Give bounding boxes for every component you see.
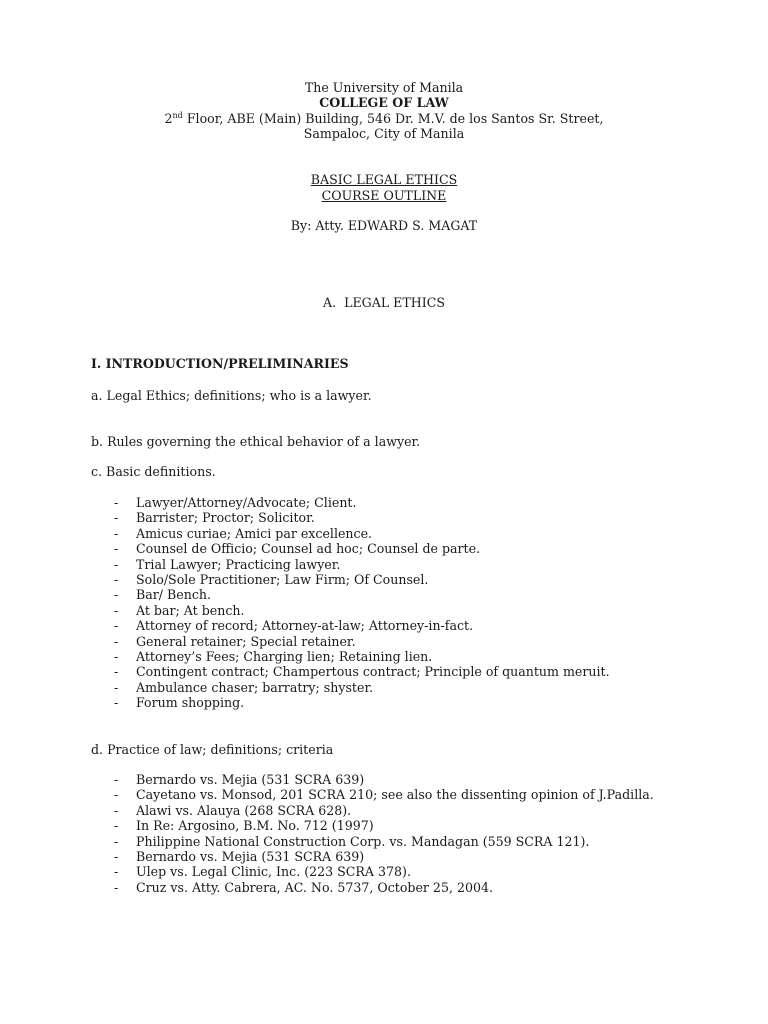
part-heading: A. LEGAL ETHICS [323, 295, 445, 310]
list-item: - Solo/Sole Practitioner; Law Firm; Of Counsel. [114, 572, 698, 587]
university-name: The University of Manila [304, 80, 464, 95]
address-line-2: Sampaloc, City of Manila [303, 126, 465, 141]
address-rest: Floor, ABE (Main) Building, 546 Dr. M.V. de los Santos Sr. Street, [182, 111, 604, 126]
course-subtitle-text: COURSE OUTLINE [321, 188, 447, 203]
list-item: - Lawyer/Attorney/Advocate; Client. [114, 495, 698, 510]
course-author: By: Atty. EDWARD S. MAGAT [290, 218, 478, 233]
list-item: - Attorney’s Fees; Charging lien; Retaining lien. [114, 649, 698, 664]
item-d: d. Practice of law; definitions; criteria [91, 742, 334, 757]
course-title [0, 172, 768, 187]
cases-list [114, 772, 698, 895]
list-item: - Forum shopping. [114, 695, 698, 710]
list-item: - Barrister; Proctor; Solicitor. [114, 510, 698, 525]
list-item: - Attorney of record; Attorney-at-law; Attorney-in-fact. [114, 618, 698, 633]
list-item: - Cruz vs. Atty. Cabrera, AC. No. 5737, October 25, 2004. [114, 880, 698, 895]
list-item: - Cayetano vs. Monsod, 201 SCRA 210; see also the dissenting opinion of J.Padilla. [114, 787, 698, 802]
address-line-1 [0, 111, 768, 126]
item-a: a. Legal Ethics; definitions; who is a lawyer. [91, 388, 372, 403]
list-item: - Alawi vs. Alauya (268 SCRA 628). [114, 803, 698, 818]
list-item: - Philippine National Construction Corp. vs. Mandagan (559 SCRA 121). [114, 834, 698, 849]
course-title-text: BASIC LEGAL ETHICS [310, 172, 458, 187]
section-heading: I. INTRODUCTION/PRELIMINARIES [91, 356, 349, 371]
item-b: b. Rules governing the ethical behavior of a lawyer. [91, 434, 421, 449]
list-item: - Ulep vs. Legal Clinic, Inc. (223 SCRA 378). [114, 864, 698, 879]
list-item: - Bernardo vs. Mejia (531 SCRA 639) [114, 849, 698, 864]
list-item: - Trial Lawyer; Practicing lawyer. [114, 557, 698, 572]
list-item: - In Re: Argosino, B.M. No. 712 (1997) [114, 818, 698, 833]
course-subtitle [0, 188, 768, 203]
address-floor-suffix: nd [172, 110, 183, 120]
list-item: - Contingent contract; Champertous contract; Principle of quantum meruit. [114, 664, 698, 679]
list-item: - Bar/ Bench. [114, 587, 698, 602]
definitions-list [114, 495, 698, 711]
item-c: c. Basic definitions. [91, 464, 216, 479]
college-name: COLLEGE OF LAW [319, 95, 449, 110]
list-item: - Bernardo vs. Mejia (531 SCRA 639) [114, 772, 698, 787]
list-item: - At bar; At bench. [114, 603, 698, 618]
list-item: - General retainer; Special retainer. [114, 634, 698, 649]
list-item: - Ambulance chaser; barratry; shyster. [114, 680, 698, 695]
list-item: - Counsel de Officio; Counsel ad hoc; Counsel de parte. [114, 541, 698, 556]
address-floor-number: 2 [164, 111, 173, 126]
list-item: - Amicus curiae; Amici par excellence. [114, 526, 698, 541]
